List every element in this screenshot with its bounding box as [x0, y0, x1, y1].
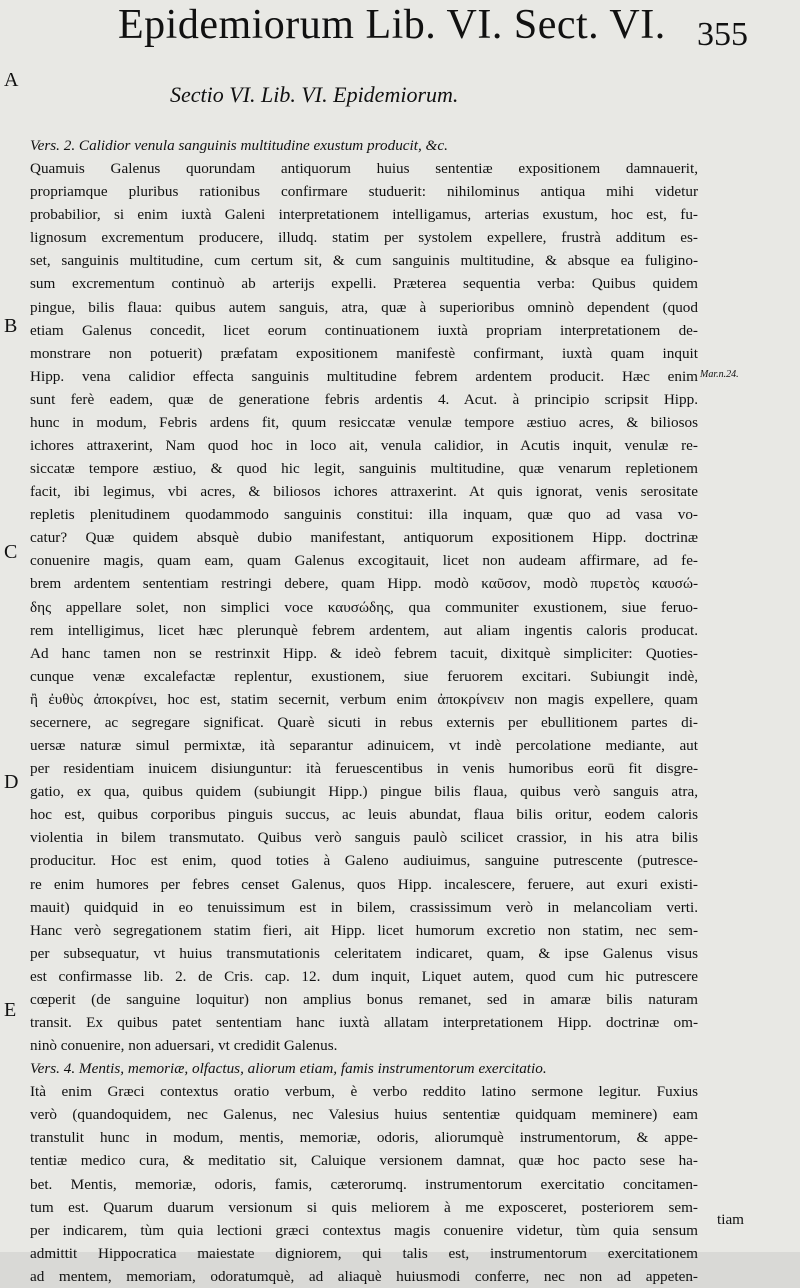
text-line: ad mentem, memoriam, odoratumquè, ad aliaquè huiusmodi conferre, nec non ad appeten-: [30, 1267, 698, 1285]
text-line: est confirmasse lib. 2. de Cris. cap. 12. dum inquit, Liquet autem, quod cum hic putrescere: [30, 967, 698, 985]
margin-letter-e: E: [4, 999, 17, 1021]
text-line: pingue, bilis flaua: quibus autem sanguis, atra, quæ à superioribus omninò dependent (quod: [30, 298, 698, 316]
text-line: uersæ naturæ simul permixtæ, ità separantur adinuicem, vt indè percolatione mediante, aut: [30, 737, 698, 755]
text-line: monstrare non potuerit) præfatam expositionem manifestè confirmant, iuxtà quam inquit: [30, 344, 698, 362]
margin-letter-c: C: [4, 541, 18, 563]
text-body: [30, 134, 698, 1288]
text-line: Ad hanc tamen non se restrinxit Hipp. & ideò febrem tacuit, dixitquè simpliciter: Quoties-: [30, 644, 698, 662]
text-line: admittit Hippocratica maiestate digniorem, qui talis est, instrumentorum exercitationem: [30, 1244, 698, 1262]
running-head: Epidemiorum Lib. VI. Sect. VI.: [118, 2, 666, 48]
text-line: Vers. 4. Mentis, memoriæ, olfactus, aliorum etiam, famis instrumentorum exercitatio.: [30, 1060, 547, 1078]
text-line: lignosum excrementum producere, illudq. statim per systolem expellere, frustrà additum es-: [30, 229, 698, 247]
text-line: Hipp. vena calidior effecta sanguinis multitudine febrem ardentem producit. Hæc enim: [30, 367, 698, 385]
text-line: rem intelligimus, licet hæc plerunquè febrem ardentem, aut aliam ingentis caloris producat.: [30, 621, 698, 639]
margin-letter-a: A: [4, 69, 19, 91]
text-line: hunc in modum, Febris ardens fit, quum resiccatæ venulæ tempore æstiuo acres, & biliosos: [30, 413, 698, 431]
text-line: conuenire magis, quam eam, quam Galenus excogitauit, licet non audeam affirmare, ad fe-: [30, 552, 698, 570]
text-line: gatio, ex qua, quibus quidem (subiungit Hipp.) pingue bilis flaua, quibus verò sanguis atra,: [30, 783, 698, 801]
text-line: sum excrementum continuò ab arterijs expelli. Præterea sequentia verba: Quibus quidem: [30, 275, 698, 293]
text-line: tentiæ medico cura, & meditatio sit, Caluique versionem damnat, quæ hoc pacto sese ha-: [30, 1152, 698, 1170]
text-line: per indicarem, tùm quia lectioni græci contextus magis conuenire videtur, tùm quia sensum: [30, 1221, 698, 1239]
text-line: secernere, ac segregare significat. Quarè sicuti in rebus externis per ebullitionem partes di-: [30, 713, 698, 731]
text-line: per subsequatur, vt huius transmutationis celeritatem indicaret, quam, & ipse Galenus visus: [30, 944, 698, 962]
text-line: sunt ferè eadem, quæ de generatione febris ardentis 4. Acut. à principio scripsit Hipp.: [30, 390, 698, 408]
margin-letter-b: B: [4, 315, 18, 337]
text-line: Quamuis Galenus quorundam antiquorum huius sententiæ expositionem damnauerit,: [30, 160, 698, 178]
text-line: cœperit (de sanguine loquitur) non amplius bonus remanet, sed in amaræ bilis naturam: [30, 990, 698, 1008]
text-line: propriamque pluribus rationibus confirmare studuerit: nihilominus antiqua mihi videtur: [30, 183, 698, 201]
text-line: etiam Galenus concedit, licet eorum continuationem iuxtà propriam interpretationem de-: [30, 321, 698, 339]
text-line: Hanc verò segregationem statim fieri, ait Hipp. licet humorum excretio non statim, nec sem-: [30, 921, 698, 939]
text-line: facit, ibi legimus, vbi acres, & biliosos ichores attraxerint. At quis ignorat, venis serositate: [30, 483, 698, 501]
text-line: violentia in bilem transmutato. Quibus verò sanguis paulò scilicet crassior, in his atra bilis: [30, 829, 698, 847]
text-line: transtulit hunc in modum, mentis, memoriæ, odoris, aliorumquè instrumentorum, & appe-: [30, 1129, 698, 1147]
catchword: tiam: [717, 1211, 744, 1228]
text-line: catur? Quæ quidem absquè dubio manifestant, antiquorum expositionem Hipp. doctrinæ: [30, 529, 698, 547]
text-line: brem ardentem sententiam restringi debere, quam Hipp. modò καῦσον, modò πυρετὸς καυσώ-: [30, 575, 698, 593]
text-line: ichores attraxerint, Nam quod hoc in loco ait, venula calidior, in Acutis inquit, venulæ re-: [30, 437, 698, 455]
margin-letter-d: D: [4, 771, 19, 793]
margin-note: Mar.n.24.: [700, 369, 739, 380]
text-line: transit. Ex quibus patet sententiam hanc iuxtà allatam interpretationem Hipp. doctrinæ om-: [30, 1013, 698, 1031]
text-line: repletis plenitudinem quodammodo sanguinis constitui: illa inquam, quæ quo ad vasa vo-: [30, 506, 698, 524]
text-line: verò (quandoquidem, nec Galenus, nec Valesius huius sententiæ quidquam meminere) eam: [30, 1106, 698, 1124]
section-title: Sectio VI. Lib. VI. Epidemiorum.: [170, 82, 459, 107]
text-line: ἢ ἐυθὺς ἀποκρίνει, hoc est, statim secernit, verbum enim ἀποκρίνειν non magis expellere, quam: [30, 690, 698, 708]
text-line: producitur. Hoc est enim, quod toties à Galeno audiuimus, sanguine putrescente (putresce-: [30, 852, 698, 870]
text-line: probabilior, si enim iuxtà Galeni interpretationem intelligamus, arterias exustum, hoc est, fu-: [30, 206, 698, 224]
text-line: mauit) quidquid in eo tenuissimum est in bilem, crassissimum verò in melancoliam verti.: [30, 898, 698, 916]
text-line: tum est. Quarum duarum versionum si quis meliorem à me exposceret, posteriorem sem-: [30, 1198, 698, 1216]
text-line: bet. Mentis, memoriæ, odoris, famis, cæterorumq. instrumentorum exercitatio concitamen-: [30, 1175, 698, 1193]
text-line: cunque venæ excalefactæ replentur, exustionem, siue feruorem excitari. Subiungit indè,: [30, 667, 698, 685]
text-line: hoc est, quibus corporibus pinguis succus, ac leuis abundat, flaua bilis oritur, eodem caloris: [30, 806, 698, 824]
text-line: δης appellare solet, non simplici voce καυσώδης, qua communiter exustionem, siue feruo-: [30, 598, 698, 616]
text-line: ninò conuenire, non aduersari, vt credidit Galenus.: [30, 1037, 338, 1055]
text-line: set, sanguinis multitudine, cum certum sit, & cum sanguinis multitudine, & absque ea fuligino-: [30, 252, 698, 270]
text-line: Ità enim Græci contextus oratio verbum, è verbo reddito latino sermone legitur. Fuxius: [30, 1083, 698, 1101]
page-number: 355: [697, 16, 748, 53]
text-line: Vers. 2. Calidior venula sanguinis multitudine exustum producit, &c.: [30, 137, 448, 154]
text-line: per residentiam inuicem disiunguntur: ità feruescentibus in venis humoribus eorū fit disgre-: [30, 760, 698, 778]
text-line: re enim humores per febres censet Galenus, quos Hipp. incalescere, feruere, aut exuri existi-: [30, 875, 698, 893]
text-line: siccatæ tempore æstiuo, & quod hic legit, sanguinis multitudine, quæ venarum repletionem: [30, 460, 698, 478]
